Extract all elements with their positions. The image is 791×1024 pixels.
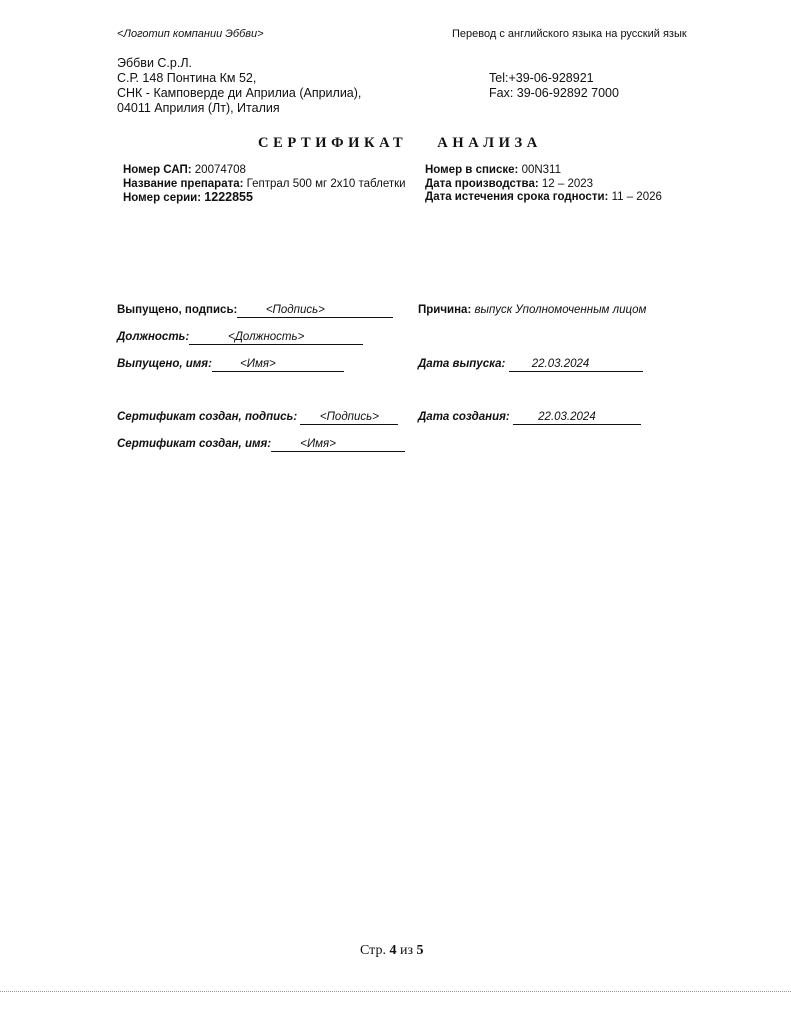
release-signature-field: <Подпись> [237, 304, 393, 318]
created-name-field: <Имя> [271, 438, 405, 452]
created-date-row [418, 411, 641, 425]
company-tel: Tel:+39-06-928921 [489, 71, 594, 85]
page-number [360, 943, 423, 959]
address-line-2: СНК - Камповерде ди Априлиа (Априлиа), [117, 86, 362, 100]
list-number-label: Номер в списке: [425, 164, 519, 176]
release-date-field: 22.03.2024 [509, 358, 643, 372]
position-row [117, 331, 363, 345]
release-reason-label: Причина: [418, 304, 472, 316]
page-separator: из [399, 943, 413, 958]
manufacture-date-value: 12 – 2023 [541, 177, 594, 190]
created-signature-field: <Подпись> [300, 411, 398, 425]
position-label: Должность: [117, 331, 190, 343]
release-name-row [117, 358, 344, 372]
created-signature-row [117, 411, 398, 425]
expiry-label: Дата истечения срока годности: [425, 191, 609, 203]
manufacture-date-label: Дата производства: [425, 177, 539, 190]
sap-row [123, 164, 406, 178]
title-word-1: СЕРТИФИКАТ [258, 135, 408, 151]
logo-placeholder: <Логотип компании Эббви> [117, 28, 264, 40]
release-date-label: Дата выпуска: [418, 358, 506, 370]
created-name-row [117, 438, 405, 452]
release-signature-row [117, 304, 393, 318]
manufacture-date-row [425, 178, 662, 192]
batch-row [123, 191, 406, 206]
address-line-1: С.Р. 148 Понтина Км 52, [117, 71, 257, 85]
page-total: 5 [416, 943, 424, 958]
translation-note: Перевод с английского языка на русский язык [452, 28, 687, 40]
company-fax: Fax: 39-06-92892 7000 [489, 86, 619, 100]
company-contacts [489, 71, 619, 101]
drug-name-value: Гептрал 500 мг 2х10 таблетки [246, 177, 406, 190]
expiry-row [425, 191, 662, 205]
release-name-field: <Имя> [212, 358, 344, 372]
expiry-value: 11 – 2026 [611, 191, 662, 203]
created-date-label: Дата создания: [418, 411, 510, 423]
page-bottom-divider [0, 991, 791, 992]
release-reason-value: выпуск Уполномоченным лицом [474, 304, 647, 316]
product-info-left [123, 164, 406, 206]
sap-value: 20074708 [194, 164, 246, 176]
drug-name-row [123, 178, 406, 192]
list-number-value: 00N311 [521, 164, 561, 176]
list-number-row [425, 164, 662, 178]
created-date-field: 22.03.2024 [513, 411, 641, 425]
release-signature-label: Выпущено, подпись: [117, 304, 238, 316]
created-signature-label: Сертификат создан, подпись: [117, 411, 298, 423]
product-info-right [425, 164, 662, 205]
page-prefix: Стр. [360, 943, 386, 958]
batch-label: Номер серии: [123, 192, 202, 204]
company-name: Эббви С.р.Л. [117, 56, 192, 70]
drug-name-label: Название препарата: [123, 177, 244, 190]
release-date-row [418, 358, 643, 372]
document-title [258, 135, 542, 152]
page-current: 4 [389, 943, 397, 958]
address-line-3: 04011 Априлия (Лт), Италия [117, 101, 280, 115]
title-word-2: АНАЛИЗА [437, 135, 542, 151]
sap-label: Номер САП: [123, 164, 192, 176]
release-name-label: Выпущено, имя: [117, 358, 212, 370]
company-address [117, 56, 361, 116]
created-name-label: Сертификат создан, имя: [117, 438, 272, 450]
position-field: <Должность> [189, 331, 363, 345]
batch-value: 1222855 [204, 190, 253, 204]
release-reason-row [418, 304, 646, 316]
